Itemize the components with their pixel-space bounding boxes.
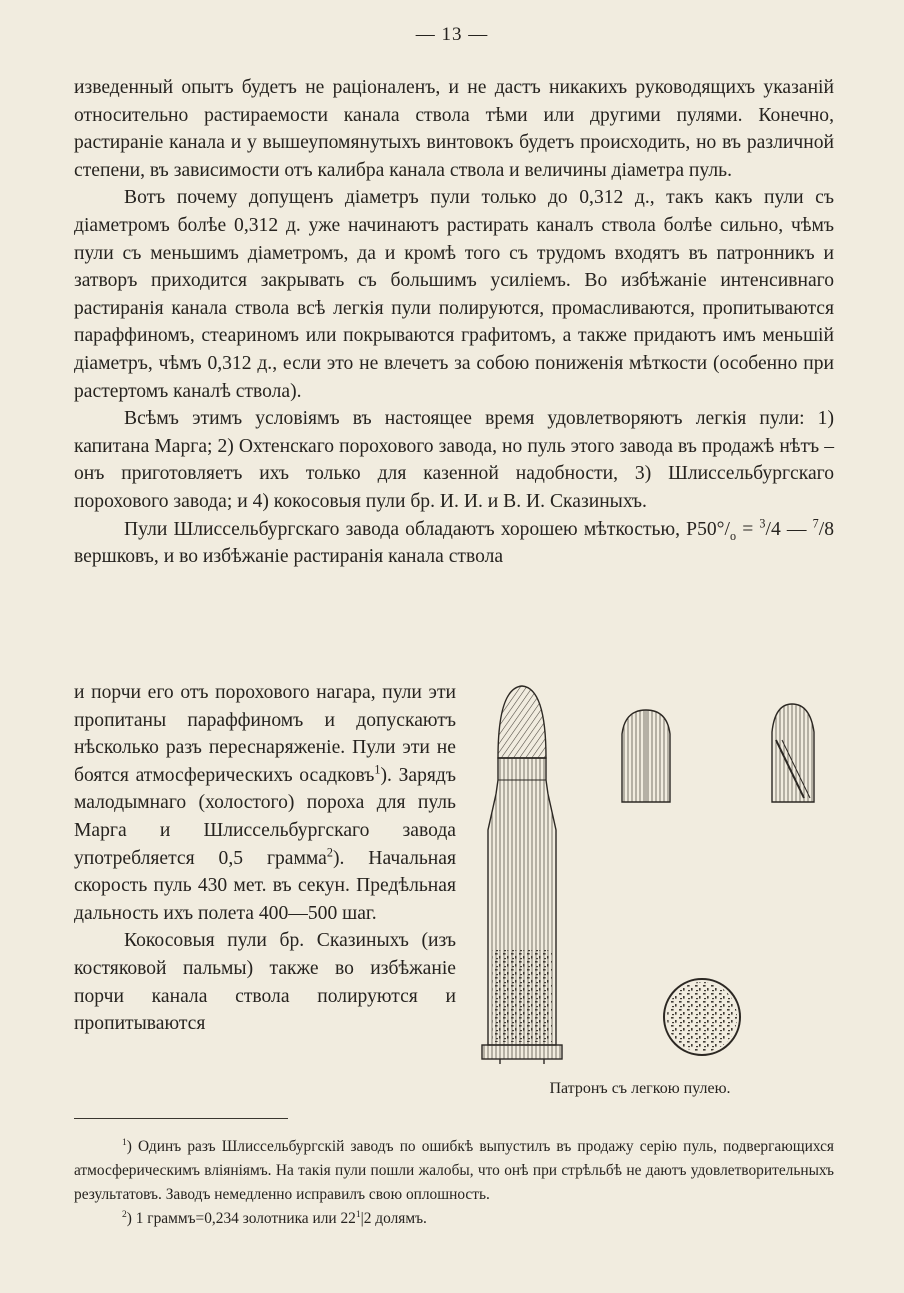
bullet-drawing [622,710,670,802]
wrapped-text-a: и порчи его отъ порохового нагара, пули эти пропитаны параффиномъ и допускаютъ нѣсколько разъ переснаряженіе. Пули эти не боятся атмосферическихъ осадковъ [74,682,456,786]
fraction-2-numerator: 7 [812,515,819,530]
footnote-1 [74,1135,834,1207]
percent-sub: о [729,528,737,543]
footnote-1-text: ) Одинъ разъ Шлиссельбургскій заводъ по ошибкѣ выпустилъ въ продажу серію пуль, подвергающихся атмосферическимъ вліяніямъ. На такія пули пошли жалобы, что онѣ при стрѣльбѣ не даютъ удовлетворительныхъ результатовъ. Заводъ немедленно исправилъ свою оплошность. [74,1138,834,1203]
page-number: — 13 — [415,24,489,45]
fraction-1-numerator: 3 [759,515,766,530]
footnote-2-mark: 2 [122,1208,127,1220]
footnote-separator [74,1118,288,1119]
cartridge-illustration [470,680,850,1110]
footnote-ref-2[interactable]: 2 [326,845,333,860]
footnote-2-superscript: 1 [355,1208,361,1220]
footnotes [74,1135,834,1231]
wrapped-text-column [74,679,456,1038]
paragraph-3: Всѣмъ этимъ условіямъ въ настоящее время удовлетворяютъ легкія пули: 1) капитана Марга; 2) Охтенскаго порохового завода, но пуль этого завода въ продажѣ нѣтъ – онъ приготовляетъ ихъ только для казенной надобности, 3) Шлиссельбургскаго порохового завода; и 4) кокосовыя пули бр. И. И. и В. И. Сказиныхъ. [74,408,834,512]
footnote-1-mark: 1 [122,1136,127,1148]
wrapped-text-c: ). Начальная скорость пуль 430 мет. въ секун. Предѣльная дальность ихъ полета 400—500 шаг. [74,847,456,924]
wrapped-paragraph-2: Кокосовыя пули бр. Сказиныхъ (изъ костяковой пальмы) также во избѣжаніе порчи канала ствола полируются и пропитываются [74,930,456,1035]
wrapped-text-b: ). Зарядъ малодымнаго (холостого) пороха для пуль Марга и Шлиссельбургскаго завода употребляется 0,5 грамма [74,764,456,869]
paragraph-2: Вотъ почему допущенъ діаметръ пули только до 0,312 д., такъ какъ пули съ діаметромъ болѣе 0,312 д. уже начинаютъ растирать каналъ ствола болѣе сильно, чѣмъ пули съ меньшимъ діаметромъ, да и кромѣ того съ трудомъ входятъ въ патронникъ и затворъ приходится закрывать съ большимъ усиліемъ. Во избѣжаніе интенсивнаго растиранія канала ствола всѣ легкія пули полируются, промасливаются, пропитываются параффиномъ, стеариномъ или покрываются графитомъ, а также придаютъ имъ меньшій діаметръ, чѣмъ 0,312 д., если это не влечетъ за собою пониженія мѣткости (особенно при растертомъ каналѣ ствола). [74,187,834,402]
footnote-2 [74,1207,834,1231]
footnote-2-text-b: |2 долямъ. [360,1210,427,1227]
equals-sign: = [736,518,760,540]
fraction-1-denominator: /4 [765,518,781,540]
paragraph-1: изведенный опытъ будетъ не раціоналенъ, и не дастъ никакихъ руководящихъ указаній относительно растираемости канала ствола тѣми или другими пулями. Конечно, растираніе канала и у вышеупомянутыхъ винтовокъ будетъ происходить, но въ различной степени, въ зависимости отъ калибра канала ствола и величины діаметра пуль. [74,77,834,181]
grooved-bullet-drawing [772,704,814,802]
figure-caption: Патронъ съ легкою пулею. [549,1080,731,1097]
paragraph-4-rest: вершковъ, и во избѣжаніе растиранія канала ствола [74,546,504,568]
bullet-cross-section-drawing [664,979,740,1055]
main-text [74,74,834,571]
footnote-ref-1[interactable]: 1 [374,762,381,777]
wrapped-paragraph-1 [74,679,456,927]
fraction-2-denominator: /8 [818,518,834,540]
paragraph-4-start: Пули Шлиссельбургскаго завода обладаютъ хорошею мѣткостью, P50 [124,518,717,540]
cartridge-drawing [482,686,562,1064]
footnote-2-text-a: ) 1 граммъ=0,234 золотника или 22 [126,1210,356,1227]
percent-sign: °/ [716,518,730,540]
paragraph-4 [74,516,834,571]
fraction-dash: — [780,518,813,540]
